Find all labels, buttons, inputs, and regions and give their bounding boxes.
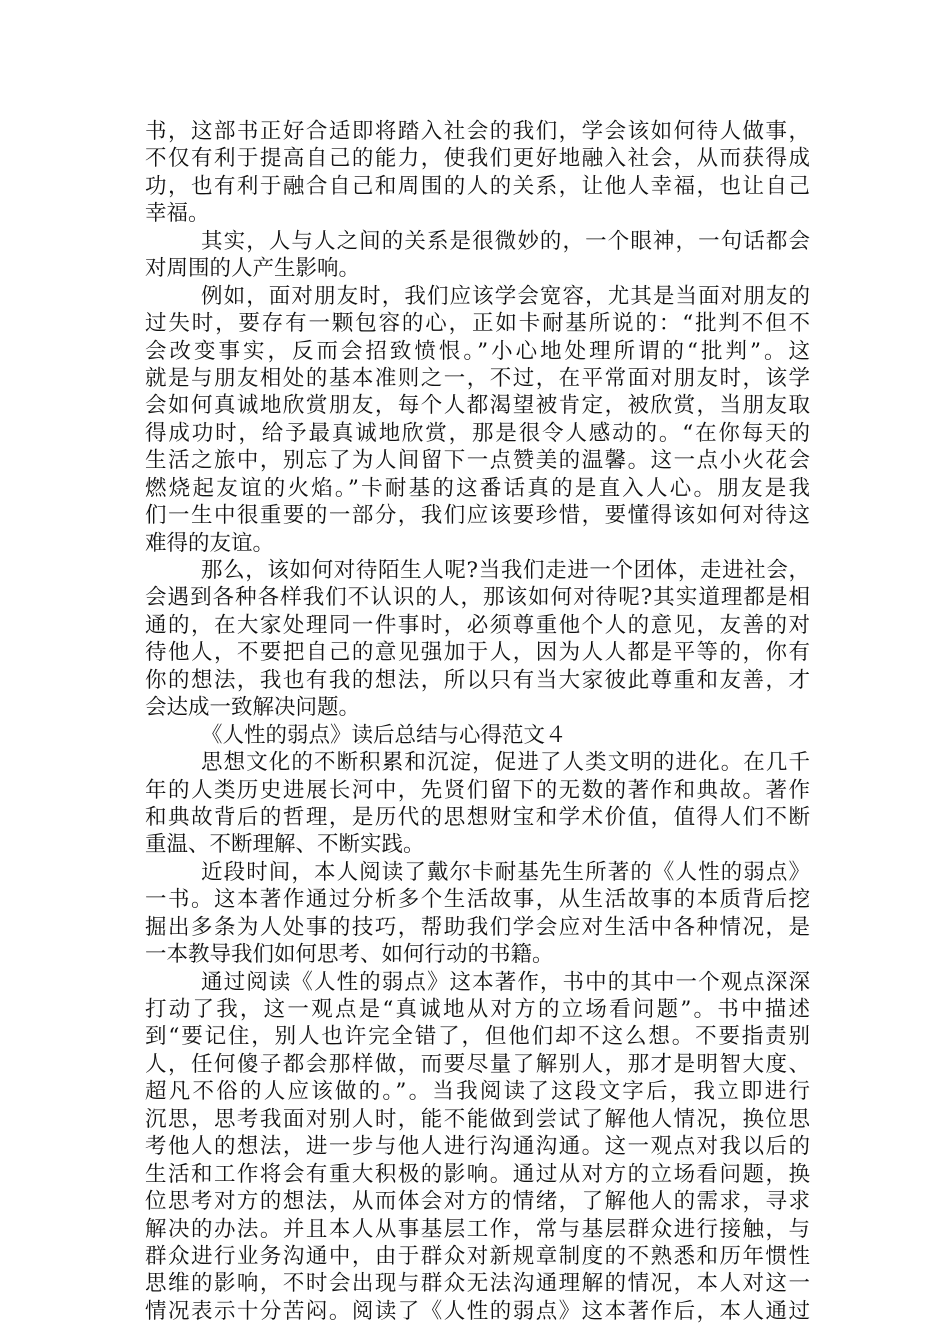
text-line: 解决的办法。并且本人从事基层工作，常与基层群众进行接触，与 xyxy=(145,1216,810,1242)
text-line: 就是与朋友相处的基本准则之一，不过，在平常面对朋友时，该学 xyxy=(145,365,810,391)
text-line: 你的想法，我也有我的想法，所以只有当大家彼此尊重和友善，才 xyxy=(145,667,810,693)
text-line: 会遇到各种各样我们不认识的人，那该如何对待呢?其实道理都是相 xyxy=(145,585,810,611)
text-line: 沉思，思考我面对别人时，能不能做到尝试了解他人情况，换位思 xyxy=(145,1106,810,1132)
text-line: 待他人，不要把自己的意见强加于人，因为人人都是平等的，你有 xyxy=(145,640,810,666)
section-heading: 《人性的弱点》读后总结与心得范文４ xyxy=(201,722,567,748)
text-line: 到“要记住，别人也许完全错了，但他们却不这么想。不要指责别 xyxy=(145,1024,810,1050)
text-line: 思维的影响，不时会出现与群众无法沟通理解的情况，本人对这一 xyxy=(145,1271,810,1297)
text-line: 过失时，要存有一颗包容的心，正如卡耐基所说的：“批判不但不 xyxy=(145,311,810,337)
text-line: 那么，该如何对待陌生人呢?当我们走进一个团体，走进社会， xyxy=(201,558,810,583)
text-line: 考他人的想法，进一步与他人进行沟通沟通。这一观点对我以后的 xyxy=(145,1134,810,1160)
text-line: 一本教导我们如何思考、如何行动的书籍。 xyxy=(145,942,554,968)
text-line: 情况表示十分苦闷。阅读了《人性的弱点》这本著作后，本人通过 xyxy=(145,1298,810,1324)
text-line: 近段时间，本人阅读了戴尔卡耐基先生所著的《人性的弱点》 xyxy=(201,859,810,885)
text-line: 年的人类历史进展长河中，先贤们留下的无数的著作和典故。著作 xyxy=(145,777,810,803)
text-line: 和典故背后的哲理，是历代的思想财宝和学术价值，值得人们不断 xyxy=(145,804,810,830)
text-line: 人，任何傻子都会那样做，而要尽量了解别人，那才是明智大度、 xyxy=(145,1051,810,1077)
text-line: 燃烧起友谊的火焰。”卡耐基的这番话真的是直入人心。朋友是我 xyxy=(145,475,810,501)
text-line: 位思考对方的想法，从而体会对方的情绪，了解他人的需求，寻求 xyxy=(145,1189,810,1215)
text-line: 对周围的人产生影响。 xyxy=(145,256,361,282)
text-line: 打动了我，这一观点是“真诚地从对方的立场看问题”。书中描述 xyxy=(145,997,810,1022)
text-line: 掘出多条为人处事的技巧，帮助我们学会应对生活中各种情况，是 xyxy=(145,914,810,940)
text-line: 例如，面对朋友时，我们应该学会宽容，尤其是当面对朋友的 xyxy=(201,283,810,309)
text-line: 其实，人与人之间的关系是很微妙的，一个眼神，一句话都会 xyxy=(201,228,810,254)
text-line: 会改变事实，反而会招致愤恨。”小心地处理所谓的“批判”。这 xyxy=(145,338,810,364)
text-line: 们一生中很重要的一部分，我们应该要珍惜，要懂得该如何对待这 xyxy=(145,503,810,529)
text-line: 思想文化的不断积累和沉淀，促进了人类文明的进化。在几千 xyxy=(201,750,810,776)
text-line: 一书。这本著作通过分析多个生活故事，从生活故事的本质背后挖 xyxy=(145,887,810,913)
text-line: 会如何真诚地欣赏朋友，每个人都渴望被肯定，被欣赏，当朋友取 xyxy=(145,393,810,419)
document-body xyxy=(145,118,810,1325)
text-line: 幸福。 xyxy=(145,201,210,227)
text-line: 得成功时，给予最真诚地欣赏，那是很令人感动的。“在你每天的 xyxy=(145,420,810,446)
text-line: 功，也有利于融合自己和周围的人的关系，让他人幸福，也让自己 xyxy=(145,173,810,199)
text-line: 群众进行业务沟通中，由于群众对新规章制度的不熟悉和历年惯性 xyxy=(145,1243,810,1269)
text-line: 生活和工作将会有重大积极的影响。通过从对方的立场看问题，换 xyxy=(145,1161,810,1187)
text-line: 生活之旅中，别忘了为人间留下一点赞美的温馨。这一点小火花会 xyxy=(145,448,810,474)
text-line: 会达成一致解决问题。 xyxy=(145,695,361,721)
text-line: 书，这部书正好合适即将踏入社会的我们，学会该如何待人做事， xyxy=(145,119,810,144)
text-line: 重温、不断理解、不断实践。 xyxy=(145,832,425,858)
text-line: 不仅有利于提高自己的能力，使我们更好地融入社会，从而获得成 xyxy=(145,146,810,172)
text-line: 难得的友谊。 xyxy=(145,530,275,556)
text-line: 通过阅读《人性的弱点》这本著作，书中的其中一个观点深深 xyxy=(201,969,810,995)
text-line: 超凡不俗的人应该做的。”。当我阅读了这段文字后，我立即进行 xyxy=(145,1079,810,1105)
text-line: 通的，在大家处理同一件事时，必须尊重他个人的意见，友善的对 xyxy=(145,612,810,638)
